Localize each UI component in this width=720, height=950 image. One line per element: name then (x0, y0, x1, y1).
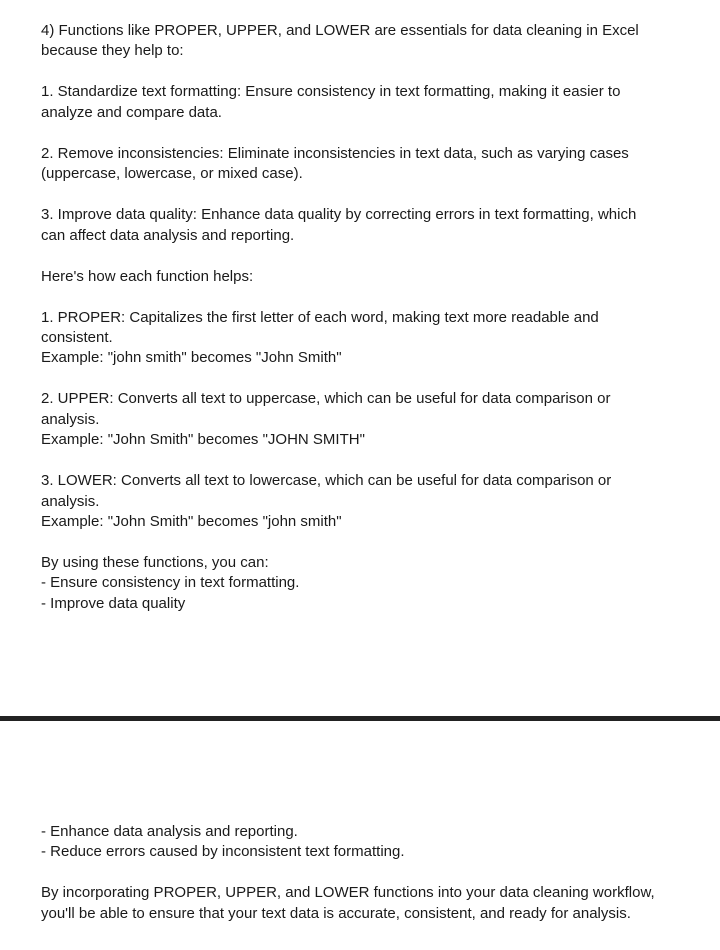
using-list-item: - Enhance data analysis and reporting. (41, 823, 298, 840)
intro-line: 4) Functions like PROPER, UPPER, and LOWER are essentials for data cleaning in Excel (41, 22, 639, 39)
using-list (41, 553, 690, 614)
benefit-line: (uppercase, lowercase, or mixed case). (41, 165, 303, 183)
benefit-line: 1. Standardize text formatting: Ensure consistency in text formatting, making it easier to (41, 83, 621, 101)
function-example: Example: "John Smith" becomes "john smith" (41, 513, 342, 531)
function-line: consistent. (41, 329, 113, 347)
benefit-standardize (41, 82, 690, 123)
benefit-line: 2. Remove inconsistencies: Eliminate inconsistencies in text data, such as varying cases (41, 144, 629, 162)
conclusion-line: By incorporating PROPER, UPPER, and LOWER functions into your data cleaning workflow, (41, 884, 655, 902)
intro-line: because they help to: (41, 42, 184, 60)
using-list-continued (41, 822, 690, 863)
using-list-item: - Improve data quality (41, 594, 186, 612)
function-line: 1. PROPER: Capitalizes the first letter of each word, making text more readable and (41, 308, 599, 326)
using-list-item: - Reduce errors caused by inconsistent text formatting. (41, 843, 405, 861)
using-heading: By using these functions, you can: (41, 554, 269, 572)
function-upper (41, 389, 690, 450)
benefit-line: can affect data analysis and reporting. (41, 226, 295, 244)
conclusion-line: you'll be able to ensure that your text data is accurate, consistent, and ready for analysis. (41, 904, 631, 922)
benefit-line: 3. Improve data quality: Enhance data quality by correcting errors in text formatting, which (41, 206, 637, 224)
benefit-remove-inconsistencies (41, 144, 690, 185)
function-line: 2. UPPER: Converts all text to uppercase, which can be useful for data comparison or (41, 390, 611, 408)
function-proper (41, 308, 690, 369)
function-line: 3. LOWER: Converts all text to lowercase, which can be useful for data comparison or (41, 472, 612, 490)
using-list-item: - Ensure consistency in text formatting. (41, 574, 300, 592)
function-lower (41, 471, 690, 532)
intro-paragraph (41, 21, 690, 62)
page-bottom (0, 822, 720, 924)
how-heading (41, 267, 690, 287)
page-top (0, 21, 720, 614)
function-example: Example: "john smith" becomes "John Smith" (41, 349, 342, 367)
document-content-bottom (0, 822, 720, 924)
function-example: Example: "John Smith" becomes "JOHN SMITH" (41, 431, 365, 449)
function-line: analysis. (41, 410, 100, 428)
document-content-top (0, 21, 720, 614)
benefit-line: analyze and compare data. (41, 103, 222, 121)
conclusion-paragraph (41, 883, 690, 924)
benefit-improve-quality (41, 205, 690, 246)
page-divider (0, 716, 720, 721)
how-heading-text: Here's how each function helps: (41, 267, 254, 285)
function-line: analysis. (41, 492, 100, 510)
